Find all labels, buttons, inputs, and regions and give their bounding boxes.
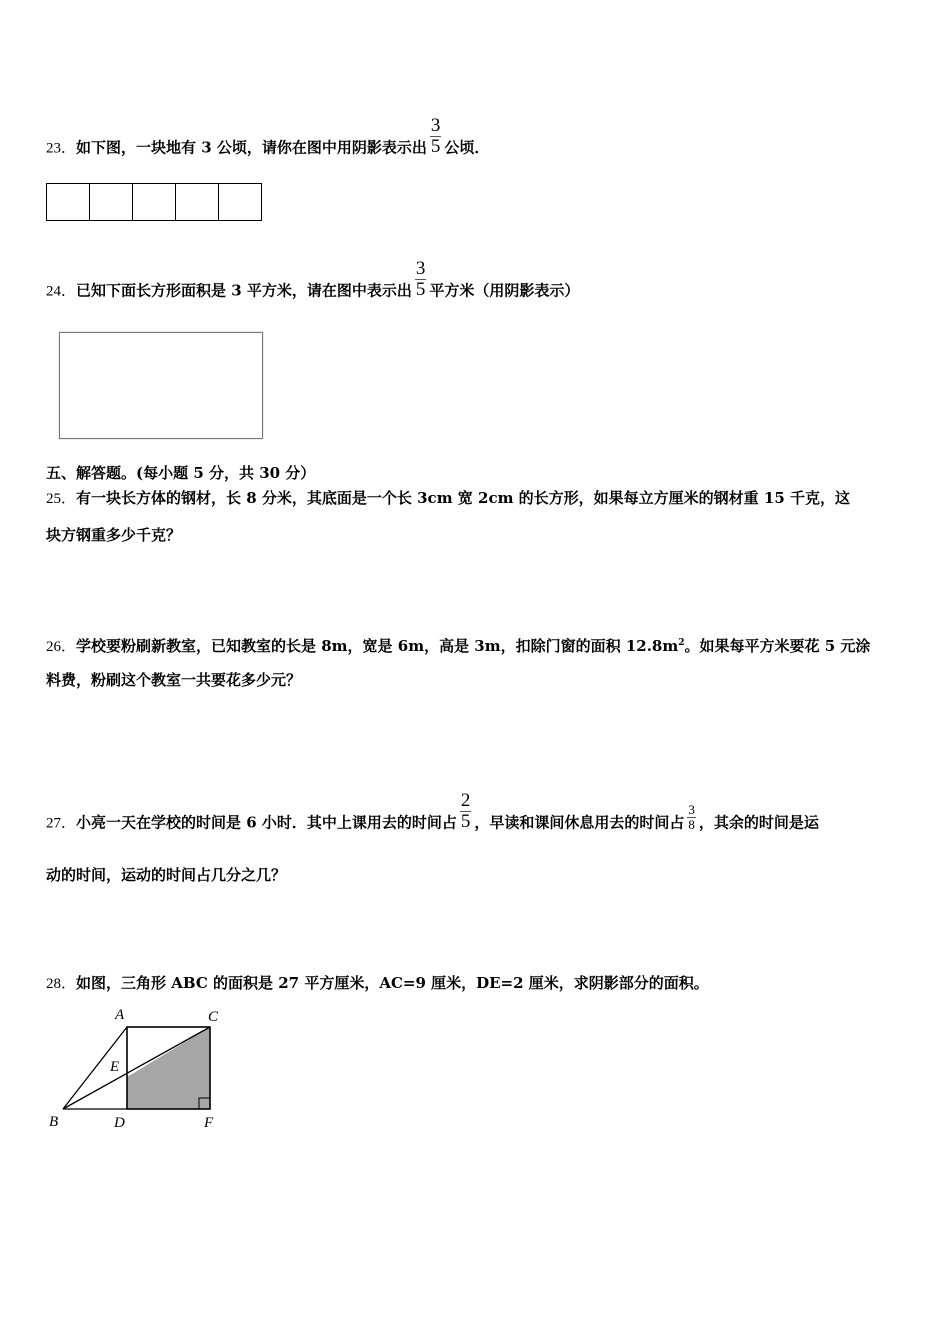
question-26-line2: 料费，粉刷这个教室一共要花多少元？	[46, 671, 302, 689]
question-text-line1: 有一块长方体的钢材，长 8 分米，其底面是一个长 3cm 宽 2cm 的长方形，如果每立方厘米的钢材重 15 千克，这	[76, 489, 850, 507]
label-C: C	[208, 1009, 219, 1025]
question-25	[46, 488, 850, 509]
question-text-line1-end: 。如果每平方米要花 5 元涂	[684, 637, 871, 655]
question-25-line2: 块方钢重多少千克？	[46, 526, 182, 544]
fraction-denominator: 5	[460, 810, 471, 832]
label-E: E	[110, 1059, 120, 1075]
rectangle-figure	[59, 332, 263, 439]
question-text-middle: ，早读和课间休息用去的时间占	[474, 813, 685, 832]
question-23	[46, 115, 490, 169]
shaded-region	[127, 1027, 210, 1109]
question-26	[46, 633, 870, 657]
question-text: 已知下面长方形面积是 3 平方米，请在图中表示出	[76, 281, 412, 300]
label-B: B	[49, 1114, 59, 1130]
fraction	[687, 803, 696, 831]
question-text-after: 平方米（用阴影表示）	[429, 281, 580, 300]
grid-cell	[90, 184, 133, 220]
question-number: 26．	[46, 639, 77, 655]
section-title: 五、解答题。(每小题 5 分，共 30 分）	[46, 464, 316, 482]
question-text-end: ，其余的时间是运	[698, 813, 819, 832]
question-number: 23．	[46, 140, 77, 157]
fraction-numerator: 3	[688, 802, 695, 818]
land-grid-figure	[46, 183, 262, 221]
question-24	[46, 258, 580, 312]
grid-cell	[176, 184, 219, 220]
triangle-figure	[40, 1000, 240, 1135]
fraction-denominator: 5	[430, 135, 441, 157]
question-27-line2: 动的时间，运动的时间占几分之几？	[46, 866, 287, 884]
fraction	[460, 791, 472, 832]
question-number: 25．	[46, 491, 77, 507]
fraction-denominator: 5	[415, 278, 426, 300]
fraction	[430, 116, 442, 157]
fraction-denominator: 8	[688, 816, 695, 832]
superscript: 2	[678, 638, 685, 648]
label-F: F	[204, 1115, 214, 1131]
question-number: 28．	[46, 976, 77, 992]
label-A: A	[115, 1007, 125, 1023]
question-text-after: 公顷．	[444, 138, 490, 157]
question-number: 24．	[46, 283, 77, 300]
question-text: 如下图，一块地有 3 公顷，请你在图中用阴影表示出	[76, 138, 427, 157]
question-number: 27．	[46, 815, 77, 832]
question-text-line1: 学校要粉刷新教室，已知教室的长是 8m，宽是 6m，高是 3m，扣除门窗的面积 12.8m	[76, 637, 679, 655]
question-text: 小亮一天在学校的时间是 6 小时．其中上课用去的时间占	[76, 813, 457, 832]
fraction-numerator: 3	[415, 258, 426, 279]
question-text: 如图，三角形 ABC 的面积是 27 平方厘米，AC=9 厘米，DE=2 厘米，求阴影部分的面积。	[76, 974, 709, 992]
fraction-numerator: 3	[430, 115, 441, 136]
question-27	[46, 790, 819, 844]
grid-cell	[133, 184, 176, 220]
fraction-numerator: 2	[460, 790, 471, 811]
grid-cell	[47, 184, 90, 220]
fraction	[415, 259, 427, 300]
question-28	[46, 973, 709, 994]
label-D: D	[114, 1115, 125, 1131]
grid-cell	[219, 184, 261, 220]
